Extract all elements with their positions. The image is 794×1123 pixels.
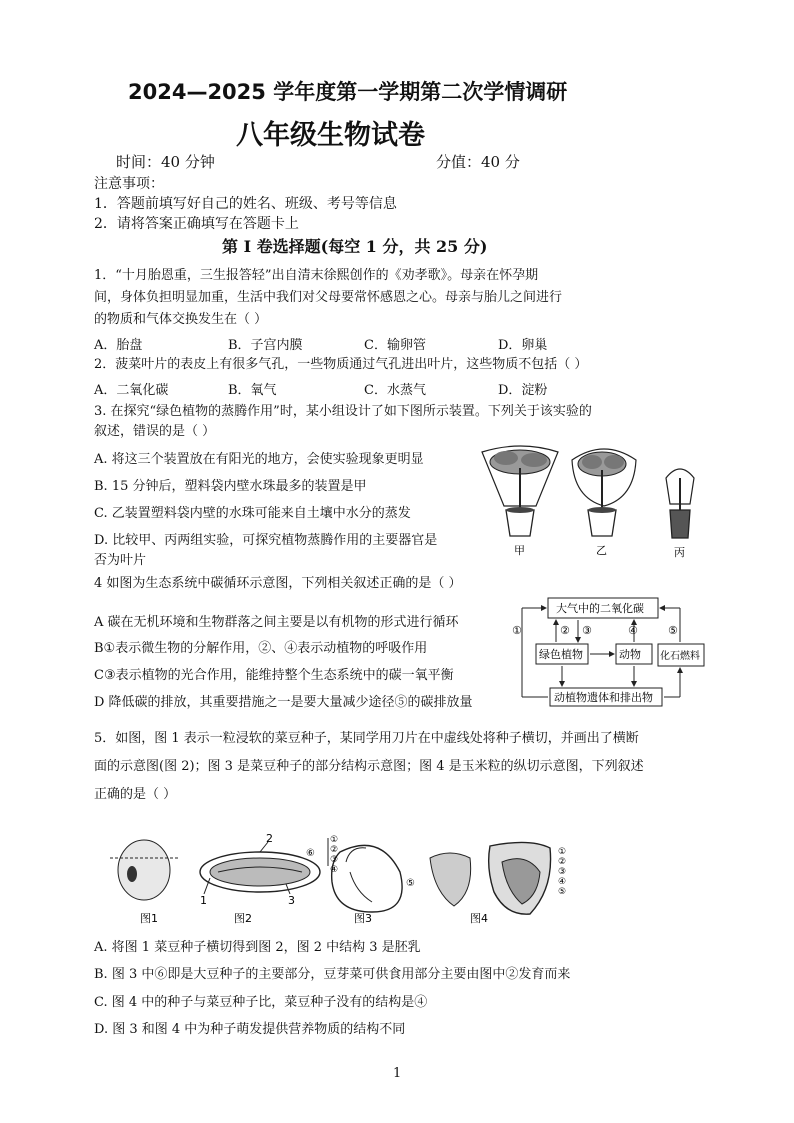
q4-option-c: C③表示植物的光合作用，能维持整个生态系统中的碳一氧平衡	[94, 668, 454, 683]
path-num: ③	[582, 624, 592, 637]
q3-option-d-cont: 否为叶片	[94, 553, 147, 568]
fig-label-yi: 乙	[596, 544, 607, 557]
remains-label: 动植物遗体和排出物	[554, 691, 653, 704]
notice-heading: 注意事项：	[94, 176, 164, 192]
exam-time: 时间：40 分钟	[116, 153, 215, 171]
q2-option-d: D．淀粉	[498, 383, 548, 398]
exam-score: 分值：40 分	[436, 153, 520, 171]
q5-option-c: C. 图 4 中的种子与菜豆种子比，菜豆种子没有的结构是④	[94, 995, 428, 1010]
fossil-label: 化石燃料	[660, 651, 700, 662]
fig3-num: ⑤	[406, 878, 415, 889]
q4-option-d: D 降低碳的排放，其重要措施之一是要大量减少途径⑤的碳排放量	[94, 695, 473, 710]
q3-option-c: C. 乙装置塑料袋内壁的水珠可能来自土壤中水分的蒸发	[94, 506, 411, 521]
fig-caption: 图1	[140, 912, 158, 925]
page-number: 1	[393, 1066, 402, 1081]
plant-bing-illustration	[666, 469, 694, 538]
q4-option-a: A 碳在无机环境和生物群落之间主要是以有机物的形式进行循环	[94, 615, 459, 630]
q2-line: 2．菠菜叶片的表皮上有很多气孔，一些物质通过气孔进出叶片，这些物质不包括（ ）	[94, 357, 588, 372]
fig3-num: ②	[330, 845, 339, 855]
fig3-bean-structure	[306, 835, 415, 912]
path-num: ②	[560, 624, 570, 637]
path-num: ①	[512, 624, 522, 637]
fig-caption: 图2	[234, 912, 252, 925]
plant-label: 绿色植物	[539, 648, 583, 661]
exam-title-line2: 八年级生物试卷	[236, 120, 425, 151]
fig4-num: ③	[558, 867, 567, 877]
q3-line: 3. 在探究“绿色植物的蒸腾作用”时，某小组设计了如下图所示装置。下列关于该实验的	[94, 404, 592, 419]
transpiration-figure	[476, 438, 702, 564]
fig3-num: ①	[330, 835, 339, 845]
fig4-num: ①	[558, 847, 567, 857]
fig2-cross-section	[200, 832, 320, 907]
fig4-num: ⑤	[558, 887, 567, 897]
q2-option-c: C．水蒸气	[364, 383, 426, 398]
co2-label: 大气中的二氧化碳	[556, 602, 644, 615]
q2-option-b: B．氧气	[228, 383, 277, 398]
fig4-corn-kernel	[430, 842, 566, 914]
q3-line: 叙述，错误的是（ ）	[94, 424, 216, 439]
plant-yi-illustration	[572, 449, 636, 536]
q3-option-d: D. 比较甲、丙两组实验，可探究植物蒸腾作用的主要器官是	[94, 533, 438, 548]
fig3-num: ③	[330, 855, 339, 865]
q5-line: 面的示意图(图 2)；图 3 是菜豆种子的部分结构示意图；图 4 是玉米粒的纵切示意图，下列叙述	[94, 759, 644, 774]
fig-caption: 图4	[470, 912, 488, 925]
carbon-cycle-diagram	[508, 594, 708, 710]
q3-option-b: B. 15 分钟后，塑料袋内壁水珠最多的装置是甲	[94, 479, 367, 494]
q1-option-a: A．胎盘	[94, 338, 143, 353]
q1-line: 间，身体负担明显加重，生活中我们对父母要常怀感恩之心。母亲与胎儿之间进行	[94, 290, 563, 305]
q5-option-d: D. 图 3 和图 4 中为种子萌发提供营养物质的结构不同	[94, 1022, 406, 1037]
notice-item: 1．答题前填写好自己的姓名、班级、考号等信息	[94, 196, 397, 212]
fig3-num: ④	[330, 865, 339, 875]
seed-figures	[110, 832, 590, 926]
q2-option-a: A．二氧化碳	[94, 383, 169, 398]
q1-option-d: D．卵巢	[498, 338, 548, 353]
q5-line: 5．如图，图 1 表示一粒浸软的菜豆种子，某同学用刀片在中虚线处将种子横切，并画出了横断	[94, 731, 639, 746]
fig-caption: 图3	[354, 912, 372, 925]
notice-item: 2．请将答案正确填写在答题卡上	[94, 216, 299, 232]
fig2-num: 2	[266, 832, 273, 845]
fig-label-jia: 甲	[514, 544, 525, 557]
section-title: 第 I 卷选择题(每空 1 分，共 25 分)	[222, 237, 488, 256]
fig2-num: 3	[288, 894, 295, 907]
path-num: ⑤	[668, 624, 678, 637]
q1-option-b: B．子宫内膜	[228, 338, 303, 353]
q5-option-b: B. 图 3 中⑥即是大豆种子的主要部分，豆芽菜可供食用部分主要由图中②发育而来	[94, 967, 571, 982]
q4-line: 4 如图为生态系统中碳循环示意图，下列相关叙述正确的是（ ）	[94, 576, 462, 591]
q4-option-b: B①表示微生物的分解作用，②、④表示动植物的呼吸作用	[94, 641, 428, 656]
fig1-bean-seed	[110, 840, 180, 900]
q5-option-a: A. 将图 1 菜豆种子横切得到图 2，图 2 中结构 3 是胚乳	[94, 940, 421, 955]
fig4-num: ②	[558, 857, 567, 867]
q5-line: 正确的是（ ）	[94, 787, 177, 802]
path-num: ④	[628, 624, 638, 637]
q1-option-c: C．输卵管	[364, 338, 426, 353]
plant-jia-illustration	[482, 446, 558, 536]
fig4-num: ④	[558, 877, 567, 887]
fig-label-bing: 丙	[674, 546, 685, 559]
exam-title-line1: 2024—2025 学年度第一学期第二次学情调研	[128, 80, 568, 104]
fig3-num: ⑥	[306, 848, 315, 859]
fig2-num: 1	[200, 894, 207, 907]
q1-line: 的物质和气体交换发生在（ ）	[94, 312, 268, 327]
q1-line: 1．“十月胎恩重，三生报答轻”出自清末徐熙创作的《劝孝歌》。母亲在怀孕期	[94, 268, 539, 283]
animal-label: 动物	[619, 648, 641, 661]
q3-option-a: A. 将这三个装置放在有阳光的地方，会使实验现象更明显	[94, 452, 424, 467]
